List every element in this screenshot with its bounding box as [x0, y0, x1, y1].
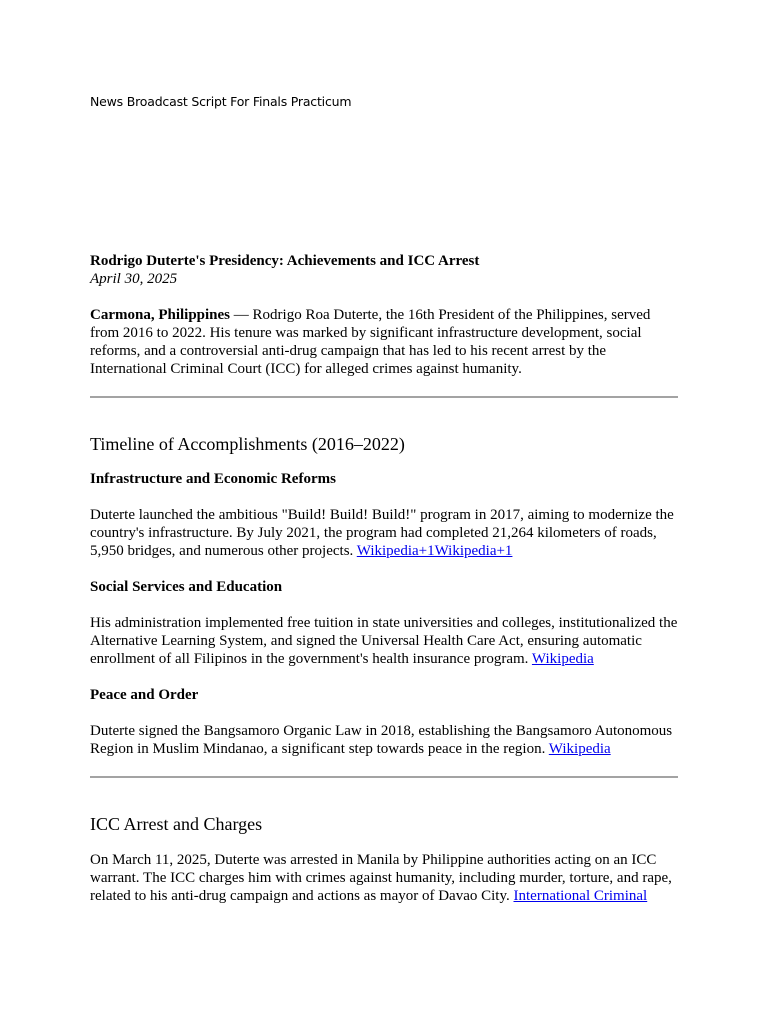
- peace-order-paragraph: [90, 722, 680, 758]
- infrastructure-paragraph: [90, 506, 680, 560]
- section-divider: [90, 776, 678, 778]
- peace-order-text: Duterte signed the Bangsamoro Organic Law in 2018, establishing the Bangsamoro Autonomous Region in Muslim Mindanao, a significant step towards peace in the region.: [90, 723, 673, 757]
- icc-source-link[interactable]: International Criminal: [513, 888, 648, 904]
- icc-text: On March 11, 2025, Duterte was arrested in Manila by Philippine authorities acting on an ICC warrant. The ICC charges him with crimes against humanity, including murder, torture, and rape, related to his anti-drug campaign and actions as mayor of Davao City.: [90, 852, 672, 904]
- article-date: April 30, 2025: [90, 271, 178, 287]
- infrastructure-heading: Infrastructure and Economic Reforms: [90, 471, 336, 487]
- article-body: [90, 252, 680, 905]
- icc-heading: ICC Arrest and Charges: [90, 814, 263, 834]
- peace-order-source-link[interactable]: Wikipedia: [548, 741, 611, 757]
- timeline-heading: Timeline of Accomplishments (2016–2022): [90, 434, 405, 454]
- lead-text: — Rodrigo Roa Duterte, the 16th President of the Philippines, served from 2016 to 2022. His tenure was marked by significant infrastructure development, social reforms, and a controversial anti-drug campaign that has led to his recent arrest by the International Criminal Court (ICC) for alleged crimes against humanity.: [90, 307, 651, 377]
- infrastructure-source-link[interactable]: Wikipedia+1Wikipedia+1: [356, 543, 513, 559]
- social-services-text: His administration implemented free tuition in state universities and colleges, institutionalized the Alternative Learning System, and signed the Universal Health Care Act, ensuring automatic enrollment of all Filipinos in the government's health insurance program.: [90, 615, 678, 667]
- icc-paragraph: [90, 851, 680, 905]
- dateline-place: Carmona, Philippines: [90, 307, 231, 323]
- document-header: News Broadcast Script For Finals Practicum: [90, 94, 352, 109]
- social-services-source-link[interactable]: Wikipedia: [531, 651, 594, 667]
- lead-paragraph: [90, 306, 680, 378]
- article-title: Rodrigo Duterte's Presidency: Achievements and ICC Arrest: [90, 253, 480, 269]
- social-services-heading: Social Services and Education: [90, 579, 283, 595]
- section-divider: [90, 396, 678, 398]
- social-services-paragraph: [90, 614, 680, 668]
- peace-order-heading: Peace and Order: [90, 687, 199, 703]
- infrastructure-text: Duterte launched the ambitious "Build! Build! Build!" program in 2017, aiming to modernize the country's infrastructure. By July 2021, the program had completed 21,264 kilometers of roads, 5,950 bridges, and numerous other projects.: [90, 507, 674, 559]
